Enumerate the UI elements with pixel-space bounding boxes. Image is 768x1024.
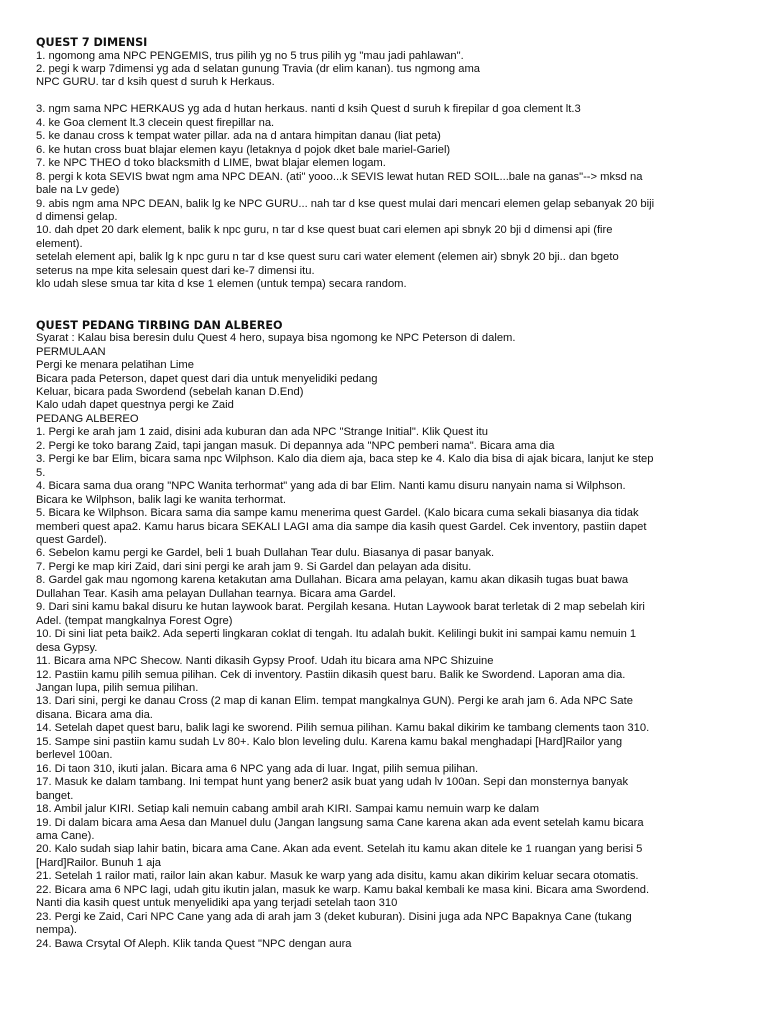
text-line: 13. Dari sini, pergi ke danau Cross (2 map di kanan Elim. tempat mangkalnya GUN). Pergi ke arah jam 6. Ada NPC Sate — [36, 695, 633, 708]
text-line: 15. Sampe sini pastiin kamu sudah Lv 80+. Kalo blon leveling dulu. Karena kamu bakal menghadapi [Hard]Railor yang — [36, 735, 623, 748]
text-line: PEDANG ALBEREO — [36, 412, 139, 425]
text-line: bale na Lv gede) — [36, 184, 120, 197]
text-line: 8. Gardel gak mau ngomong karena ketakutan ama Dullahan. Bicara ama pelayan, kamu akan dikasih tugas buat bawa — [36, 574, 629, 587]
text-line: 6. Sebelon kamu pergi ke Gardel, beli 1 buah Dullahan Tear dulu. Biasanya di pasar banyak. — [36, 547, 495, 560]
text-line: 9. Dari sini kamu bakal disuru ke hutan laywook barat. Pergilah kesana. Hutan Laywook barat terletak di 2 map sebelah kiri — [36, 601, 645, 614]
text-line: 21. Setelah 1 railor mati, railor lain akan kabur. Masuk ke warp yang ada disitu, kamu akan dikirim keluar secara otomatis. — [36, 870, 639, 883]
text-line: Kalo udah dapet questnya pergi ke Zaid — [36, 399, 234, 412]
text-line: PERMULAAN — [36, 345, 106, 358]
text-line: d dimensi gelap. — [36, 210, 118, 223]
text-line: Adel. (tempat mangkalnya Forest Ogre) — [36, 614, 233, 627]
text-line: 4. ke Goa clement lt.3 clecein quest firepillar na. — [36, 116, 275, 129]
text-line: ama Cane). — [36, 829, 95, 842]
text-line: seterus na mpe kita selesain quest dari ke-7 dimensi itu. — [36, 264, 315, 277]
text-line: 2. pegi k warp 7dimensi yg ada d selatan gunung Travia (dr elim kanan). tus ngmong ama — [36, 62, 481, 75]
text-line: 1. ngomong ama NPC PENGEMIS, trus pilih yg no 5 trus pilih yg "mau jadi pahlawan". — [36, 49, 464, 62]
text-line: memberi quest apa2. Kamu harus bicara SEKALI LAGI ama dia sampe dia kasih quest Gardel. Cek inventory, pastiin dapet — [36, 520, 647, 533]
text-line: banget. — [36, 789, 74, 802]
section-body — [36, 332, 738, 951]
text-line: 20. Kalo sudah siap lahir batin, bicara ama Cane. Akan ada event. Setelah itu kamu akan ditele ke 1 ruangan yang berisi 5 — [36, 843, 643, 856]
section-gap — [36, 292, 738, 319]
text-line: disana. Bicara ama dia. — [36, 708, 153, 721]
text-line: element). — [36, 237, 83, 250]
text-line: 24. Bawa Crsytal Of Aleph. Klik tanda Quest "NPC dengan aura — [36, 937, 352, 950]
text-line: Bicara pada Peterson, dapet quest dari dia untuk menyelidiki pedang — [36, 372, 378, 385]
section-body-part2 — [36, 103, 738, 291]
paragraph-gap — [36, 90, 738, 104]
quest-7-dimensi-section — [36, 36, 738, 292]
text-line: 5. ke danau cross k tempat water pillar. ada na d antara himpitan danau (liat peta) — [36, 130, 441, 143]
text-line: 17. Masuk ke dalam tambang. Ini tempat hunt yang bener2 asik buat yang udah lv 100an. Sepi dan monsternya banyak — [36, 776, 629, 789]
text-line: Syarat : Kalau bisa beresin dulu Quest 4 hero, supaya bisa ngomong ke NPC Peterson di dalem. — [36, 332, 516, 345]
text-line: [Hard]Railor. Bunuh 1 aja — [36, 856, 162, 869]
text-line: 18. Ambil jalur KIRI. Setiap kali nemuin cabang ambil arah KIRI. Sampai kamu nemuin warp ke dalam — [36, 803, 540, 816]
text-line: setelah element api, balik lg k npc guru n tar d kse quest suru cari water element (elemen air) sbnyk 20 bji.. dan bgeto — [36, 251, 619, 264]
text-line: Keluar, bicara pada Swordend (sebelah kanan D.End) — [36, 386, 304, 399]
text-line: 4. Bicara sama dua orang "NPC Wanita terhormat" yang ada di bar Elim. Nanti kamu disuru nanyain nama si Wilphson. — [36, 480, 626, 493]
text-line: quest Gardel). — [36, 534, 107, 546]
text-line: 6. ke hutan cross buat blajar elemen kayu (letaknya d pojok dket bale mariel-Gariel) — [36, 143, 451, 156]
text-line: 1. Pergi ke arah jam 1 zaid, disini ada kuburan dan ada NPC "Strange Initial". Klik Quest itu — [36, 426, 488, 439]
text-line: berlevel 100an. — [36, 749, 113, 762]
section-title: QUEST PEDANG TIRBING DAN ALBEREO — [36, 318, 283, 332]
text-line: 12. Pastiin kamu pilih semua pilihan. Cek di inventory. Pastiin dikasih quest baru. Balik ke Swordend. Laporan ama dia. — [36, 668, 626, 681]
text-line: nempa). — [36, 924, 78, 937]
text-line: 3. ngm sama NPC HERKAUS yg ada d hutan herkaus. nanti d ksih Quest d suruh k firepilar d goa clement lt.3 — [36, 103, 581, 116]
text-line: Bicara ke Wilphson, balik lagi ke wanita terhormat. — [36, 493, 286, 506]
text-line: 3. Pergi ke bar Elim, bicara sama npc Wilphson. Kalo dia diem aja, baca step ke 4. Kalo dia bisa di ajak bicara, lanjut ke step — [36, 453, 654, 466]
text-line: 16. Di taon 310, ikuti jalan. Bicara ama 6 NPC yang ada di luar. Ingat, pilih semua pilihan. — [36, 762, 479, 775]
text-line: 2. Pergi ke toko barang Zaid, tapi jangan masuk. Di depannya ada "NPC pemberi nama". Bicara ama dia — [36, 439, 555, 452]
text-line: Jangan lupa, pilih semua pilihan. — [36, 681, 199, 694]
text-line: 8. pergi k kota SEVIS bwat ngm ama NPC DEAN. (ati" yooo...k SEVIS lewat hutan RED SOIL...bale na ganas"--> mksd na — [36, 170, 643, 183]
text-line: 14. Setelah dapet quest baru, balik lagi ke sworend. Pilih semua pilihan. Kamu bakal dikirim ke tambang clements taon 310. — [36, 722, 650, 735]
text-line: 10. Di sini liat peta baik2. Ada seperti lingkaran coklat di tengah. Itu adalah bukit. Kelilingi bukit ini sampai kamu nemuin 1 — [36, 628, 637, 641]
text-line: 7. Pergi ke map kiri Zaid, dari sini pergi ke arah jam 9. Si Gardel dan pelayan ada disitu. — [36, 560, 472, 573]
text-line: Pergi ke menara pelatihan Lime — [36, 359, 194, 372]
text-line: 19. Di dalam bicara ama Aesa dan Manuel dulu (Jangan langsung sama Cane karena akan ada event setelah kamu bicara — [36, 816, 644, 829]
text-line: 7. ke NPC THEO d toko blacksmith d LIME, bwat blajar elemen logam. — [36, 157, 386, 170]
section-title: QUEST 7 DIMENSI — [36, 36, 148, 49]
section-body-part1 — [36, 50, 738, 90]
text-line: 10. dah dpet 20 dark element, balik k npc guru, n tar d kse quest buat cari elemen api sbnyk 20 bji d dimensi api (fire — [36, 224, 613, 237]
text-line: Dullahan Tear. Kasih ama pelayan Dullahan tearnya. Bicara ama Gardel. — [36, 587, 396, 600]
text-line: 5. — [36, 466, 46, 479]
text-line: desa Gypsy. — [36, 641, 98, 654]
text-line: 9. abis ngm ama NPC DEAN, balik lg ke NPC GURU... nah tar d kse quest mulai dari mencari elemen gelap sebanyak 20 biji — [36, 197, 655, 210]
text-line: 11. Bicara ama NPC Shecow. Nanti dikasih Gypsy Proof. Udah itu bicara ama NPC Shizuine — [36, 655, 494, 668]
text-line: 5. Bicara ke Wilphson. Bicara sama dia sampe kamu menerima quest Gardel. (Kalo bicara cuma sekali biasanya dia tidak — [36, 507, 639, 520]
text-line: NPC GURU. tar d ksih quest d suruh k Herkaus. — [36, 76, 275, 89]
text-line: Nanti dia kasih quest untuk menyelidiki apa yang terjadi setelah taon 310 — [36, 897, 398, 910]
text-line: 22. Bicara ama 6 NPC lagi, udah gitu ikutin jalan, masuk ke warp. Kamu bakal kembali ke masa kini. Bicara ama Swordend. — [36, 883, 650, 896]
text-line: klo udah slese smua tar kita d kse 1 elemen (untuk tempa) secara random. — [36, 278, 407, 291]
text-line: 23. Pergi ke Zaid, Cari NPC Cane yang ada di arah jam 3 (deket kuburan). Disini juga ada NPC Bapaknya Cane (tukang — [36, 910, 632, 923]
quest-pedang-section — [36, 319, 738, 951]
